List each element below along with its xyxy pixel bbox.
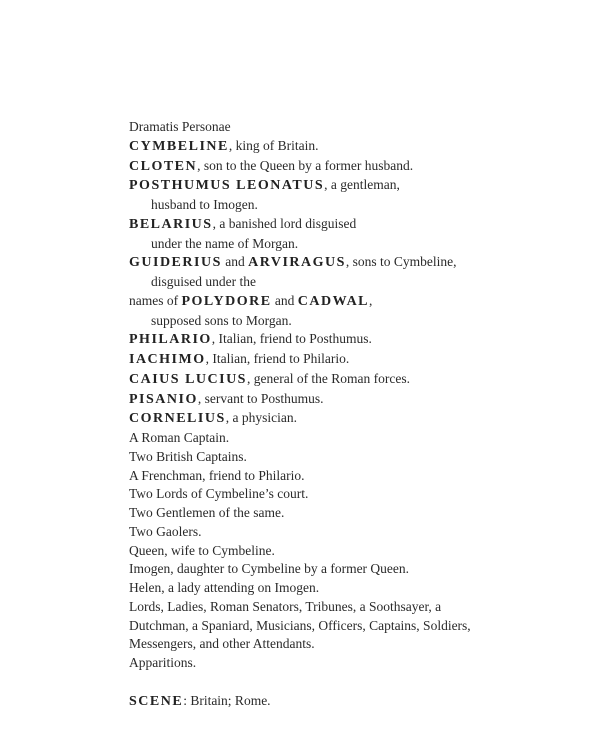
character-description-continued: disguised under the <box>151 274 256 289</box>
character-name: IACHIMO <box>129 352 206 367</box>
character-name: ARVIRAGUS <box>248 255 346 271</box>
scene-line <box>129 692 569 712</box>
character-entry <box>129 370 569 390</box>
character-entry <box>129 215 569 235</box>
character-entry <box>129 137 569 157</box>
character-alias-line <box>129 292 569 312</box>
minor-character-line: Helen, a lady attending on Imogen. <box>129 580 320 595</box>
minor-character-line: A Roman Captain. <box>129 430 230 445</box>
character-name: BELARIUS <box>129 216 213 232</box>
conjunction: and <box>271 292 298 308</box>
character-description: , king of Britain. <box>228 137 319 153</box>
character-name: GUIDERIUS <box>129 255 222 271</box>
alias-name: CADWAL <box>297 293 370 309</box>
minor-character-line: Dutchman, a Spaniard, Musicians, Officers, Captains, Soldiers, <box>129 617 471 633</box>
character-description-continued: supposed sons to Morgan. <box>151 312 292 328</box>
alias-name: POLYDORE <box>181 293 272 309</box>
minor-character-line: Two Gentlemen of the same. <box>129 505 285 520</box>
minor-character-line: Messengers, and other Attendants. <box>129 636 315 652</box>
character-name: CYMBELINE <box>129 138 229 154</box>
character-name: CLOTEN <box>129 158 198 174</box>
character-entry <box>129 409 569 429</box>
character-description: , a gentleman, <box>324 177 400 193</box>
scene-text: : Britain; Rome. <box>183 692 271 708</box>
character-name: POSTHUMUS LEONATUS <box>129 178 325 194</box>
character-entry <box>129 350 569 370</box>
minor-character-line: A Frenchman, friend to Philario. <box>129 467 305 483</box>
character-entry <box>129 390 569 410</box>
character-description: , sons to Cymbeline, <box>345 254 457 270</box>
character-description: , servant to Posthumus. <box>197 390 324 406</box>
minor-character-line: Two British Captains. <box>129 448 247 464</box>
character-description: , Italian, friend to Posthumus. <box>211 331 372 347</box>
section-heading: Dramatis Personae <box>129 119 231 134</box>
character-name: CORNELIUS <box>129 411 226 427</box>
minor-character-line: Apparitions. <box>129 655 197 670</box>
character-entry <box>129 157 569 177</box>
scene-label: SCENE <box>129 693 184 709</box>
character-name: CAIUS LUCIUS <box>129 371 247 387</box>
character-name: PISANIO <box>129 391 198 407</box>
character-description-continued: husband to Imogen. <box>151 197 258 212</box>
character-description: , son to the Queen by a former husband. <box>197 157 414 173</box>
spacer <box>129 673 569 692</box>
character-description: , a physician. <box>225 410 297 426</box>
character-entry <box>129 176 569 196</box>
character-entry <box>129 330 569 350</box>
character-description-continued: under the name of Morgan. <box>151 235 299 251</box>
minor-character-line: Two Lords of Cymbeline’s court. <box>129 486 309 502</box>
minor-character-line: Queen, wife to Cymbeline. <box>129 542 275 558</box>
character-name: PHILARIO <box>129 332 212 348</box>
minor-character-line: Imogen, daughter to Cymbeline by a former Queen. <box>129 561 410 577</box>
character-description: , a banished lord disguised <box>212 215 357 231</box>
alias-suffix: , <box>369 292 373 308</box>
minor-character-line: Two Gaolers. <box>129 523 202 539</box>
minor-character-line: Lords, Ladies, Roman Senators, Tribunes, a Soothsayer, a <box>129 598 442 614</box>
character-entry <box>129 253 569 273</box>
character-description: , Italian, friend to Philario. <box>205 351 350 366</box>
conjunction: and <box>221 254 249 270</box>
alias-prefix: names of <box>129 292 182 308</box>
character-description: , general of the Roman forces. <box>246 370 411 386</box>
dramatis-personae-list <box>129 118 569 712</box>
